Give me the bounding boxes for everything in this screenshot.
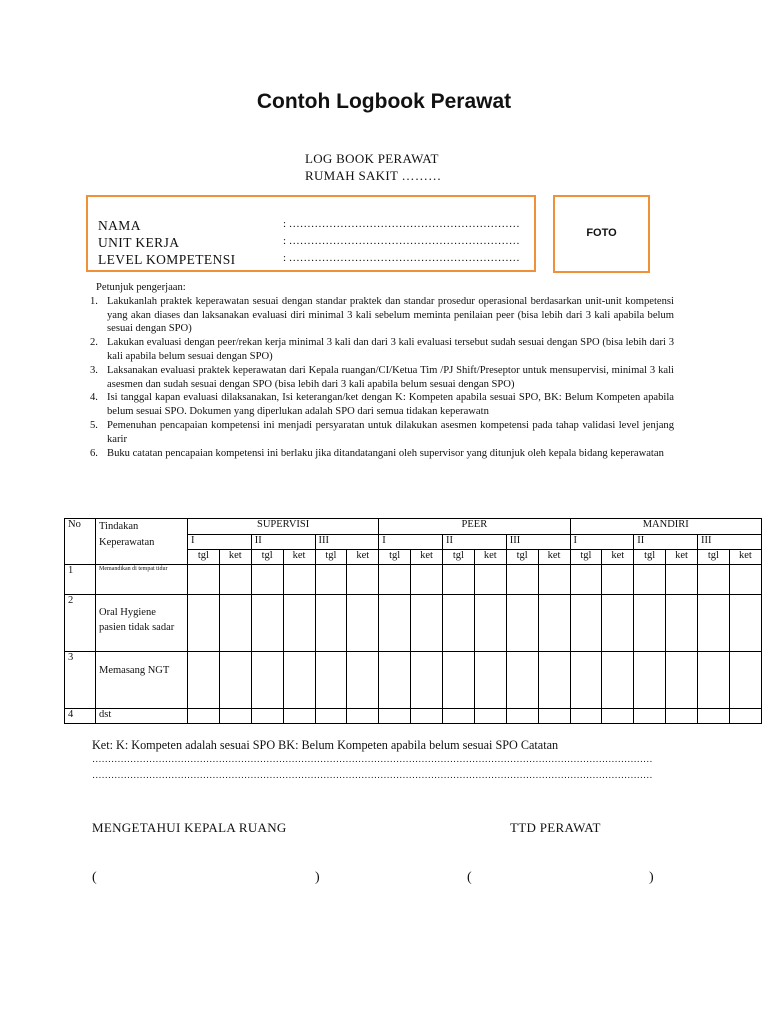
ket-cell[interactable] xyxy=(347,565,379,595)
tgl-cell[interactable] xyxy=(570,595,602,652)
tgl-cell[interactable] xyxy=(634,565,666,595)
ket-cell[interactable] xyxy=(474,565,506,595)
tgl-cell[interactable] xyxy=(379,709,411,724)
ket-cell[interactable] xyxy=(347,595,379,652)
ket-cell[interactable] xyxy=(219,565,251,595)
tgl-cell[interactable] xyxy=(570,652,602,709)
ket-cell[interactable] xyxy=(666,595,698,652)
tgl-cell[interactable] xyxy=(251,709,283,724)
ket-cell[interactable] xyxy=(474,709,506,724)
tgl-header: tgl xyxy=(379,550,411,565)
row-tindakan: Memasang NGT xyxy=(96,652,188,709)
ket-header: ket xyxy=(347,550,379,565)
roman-header: III xyxy=(315,535,379,550)
photo-label: FOTO xyxy=(586,227,617,239)
tgl-cell[interactable] xyxy=(379,652,411,709)
ket-header: ket xyxy=(729,550,761,565)
photo-box[interactable] xyxy=(553,195,650,273)
ket-cell[interactable] xyxy=(347,709,379,724)
roman-header: II xyxy=(251,535,315,550)
roman-header: II xyxy=(443,535,507,550)
instruction-item: 3. Laksanakan evaluasi praktek keperawatan dari Kepala ruangan/CI/Ketua Tim /PJ Shift/Preseptor untuk mensupervisi, minimal 3 kali asesmen dan sudah sesuai dengan SPO (bisa lebih dari 3 kali apabila belum sesuai dengan SPO) xyxy=(90,364,674,390)
instruction-item: 1. Lakukanlah praktek keperawatan sesuai dengan standar praktek dan standar prosedur operasional berdasarkan unit-unit kompetensi yang akan diases dan laksanakan evaluasi diri minimal 3 kali sebelum meminta penilaian peer (bisa lebih dari 3 kali apabila belum sesuai dengan SPO) xyxy=(90,295,674,335)
ket-cell[interactable] xyxy=(729,595,761,652)
hospital-heading: RUMAH SAKIT ……… xyxy=(305,168,442,183)
tgl-cell[interactable] xyxy=(315,652,347,709)
ket-header: ket xyxy=(602,550,634,565)
tgl-cell[interactable] xyxy=(188,595,220,652)
tgl-cell[interactable] xyxy=(570,709,602,724)
tgl-cell[interactable] xyxy=(506,595,538,652)
ket-header: ket xyxy=(283,550,315,565)
ket-cell[interactable] xyxy=(538,652,570,709)
row-tindakan: dst xyxy=(96,709,188,724)
tgl-cell[interactable] xyxy=(315,709,347,724)
tgl-cell[interactable] xyxy=(570,565,602,595)
tgl-cell[interactable] xyxy=(315,565,347,595)
row-number: 2 xyxy=(65,595,96,652)
perawat-signature-open: ( xyxy=(467,870,472,885)
tgl-cell[interactable] xyxy=(443,595,475,652)
tgl-cell[interactable] xyxy=(251,652,283,709)
nama-row xyxy=(98,218,520,234)
group-header: MANDIRI xyxy=(570,519,762,535)
catatan-line-1[interactable]: …………………………………………………………………………………………………………………………………………………………… xyxy=(92,755,653,765)
ket-cell[interactable] xyxy=(538,595,570,652)
roman-header: III xyxy=(506,535,570,550)
ket-header: ket xyxy=(538,550,570,565)
tgl-cell[interactable] xyxy=(698,565,730,595)
ket-cell[interactable] xyxy=(538,709,570,724)
ket-cell[interactable] xyxy=(538,565,570,595)
tgl-cell[interactable] xyxy=(251,595,283,652)
row-tindakan: Oral Hygiene pasien tidak sadar xyxy=(96,595,188,652)
ket-cell[interactable] xyxy=(219,709,251,724)
ket-cell[interactable] xyxy=(602,565,634,595)
table-row xyxy=(65,595,762,652)
level-kompetensi-row xyxy=(98,252,520,268)
ket-cell[interactable] xyxy=(411,565,443,595)
logbook-table xyxy=(64,518,762,724)
ket-cell[interactable] xyxy=(219,652,251,709)
tgl-cell[interactable] xyxy=(443,652,475,709)
tgl-cell[interactable] xyxy=(251,565,283,595)
ket-cell[interactable] xyxy=(411,709,443,724)
level-kompetensi-label: LEVEL KOMPETENSI xyxy=(98,252,236,267)
ket-cell[interactable] xyxy=(729,565,761,595)
col-no-header: No xyxy=(65,519,96,565)
ket-cell[interactable] xyxy=(219,595,251,652)
ket-cell[interactable] xyxy=(283,565,315,595)
unit-kerja-row xyxy=(98,235,520,251)
group-header: PEER xyxy=(379,519,570,535)
tgl-cell[interactable] xyxy=(698,652,730,709)
row-tindakan: Memandikan di tempat tidur xyxy=(96,565,188,595)
roman-header: II xyxy=(634,535,698,550)
ket-header: ket xyxy=(219,550,251,565)
tgl-cell[interactable] xyxy=(698,595,730,652)
roman-header: III xyxy=(698,535,762,550)
ket-cell[interactable] xyxy=(283,595,315,652)
tgl-cell[interactable] xyxy=(188,652,220,709)
level-kompetensi-field[interactable]: : ……………………………………………………… xyxy=(283,252,520,264)
ket-note: Ket: K: Kompeten adalah sesuai SPO BK: Belum Kompeten apabila belum sesuai SPO Catatan xyxy=(92,738,559,752)
tgl-cell[interactable] xyxy=(506,709,538,724)
ket-cell[interactable] xyxy=(666,652,698,709)
row-number: 3 xyxy=(65,652,96,709)
ttd-perawat-label: TTD PERAWAT xyxy=(510,820,601,835)
ket-cell[interactable] xyxy=(411,595,443,652)
instruction-item: 2. Lakukan evaluasi dengan peer/rekan kerja minimal 3 kali dan dari 3 kali evaluasi tersebut sudah sesuai dengan SPO (bisa lebih dari 3 kali apabila belum sesuai dengan SPO) xyxy=(90,337,674,362)
kepala-ruang-label: MENGETAHUI KEPALA RUANG xyxy=(92,820,287,835)
catatan-line-2[interactable]: …………………………………………………………………………………………………………………………………………………………… xyxy=(92,771,653,781)
table-row xyxy=(65,709,762,724)
roman-header: I xyxy=(570,535,634,550)
tgl-cell[interactable] xyxy=(506,652,538,709)
tgl-header: tgl xyxy=(188,550,220,565)
table-row xyxy=(65,565,762,595)
ket-cell[interactable] xyxy=(283,652,315,709)
tgl-cell[interactable] xyxy=(379,565,411,595)
tgl-header: tgl xyxy=(506,550,538,565)
tgl-header: tgl xyxy=(315,550,347,565)
ket-cell[interactable] xyxy=(347,652,379,709)
table-row xyxy=(65,652,762,709)
page-title: Contoh Logbook Perawat xyxy=(256,90,512,113)
ket-header: ket xyxy=(474,550,506,565)
tgl-header: tgl xyxy=(251,550,283,565)
instruction-item: 4. Isi tanggal kapan evaluasi dilaksanakan, Isi keterangan/ket dengan K: Kompeten apabila sesuai SPO, BK: Belum Kompeten apabila belum sesuai SPO. Dokumen yang diperlukan adalah SPO dari semua tidakan keperawatn xyxy=(90,392,674,418)
nama-label: NAMA xyxy=(98,218,141,233)
instruction-item: 5. Pemenuhan pencapaian kompetensi ini menjadi persyaratan untuk dilakukan asesmen kompetensi pada tahap validasi level jenjang karir xyxy=(90,419,674,445)
ket-header: ket xyxy=(666,550,698,565)
ket-cell[interactable] xyxy=(411,652,443,709)
tgl-cell[interactable] xyxy=(506,565,538,595)
tgl-cell[interactable] xyxy=(443,709,475,724)
tgl-cell[interactable] xyxy=(315,595,347,652)
unit-kerja-field[interactable]: : ……………………………………………………… xyxy=(283,235,520,247)
kepala-ruang-signature-close: ) xyxy=(315,870,320,885)
instructions xyxy=(90,281,674,460)
tgl-cell[interactable] xyxy=(634,652,666,709)
tgl-cell[interactable] xyxy=(698,709,730,724)
tgl-header: tgl xyxy=(570,550,602,565)
ket-cell[interactable] xyxy=(602,595,634,652)
ket-header: ket xyxy=(411,550,443,565)
instructions-list xyxy=(90,295,674,461)
roman-header: I xyxy=(379,535,443,550)
tgl-cell[interactable] xyxy=(634,595,666,652)
tgl-cell[interactable] xyxy=(443,565,475,595)
ket-cell[interactable] xyxy=(666,709,698,724)
tgl-header: tgl xyxy=(698,550,730,565)
ket-cell[interactable] xyxy=(602,652,634,709)
unit-kerja-label: UNIT KERJA xyxy=(98,235,180,250)
ket-cell[interactable] xyxy=(602,709,634,724)
tgl-cell[interactable] xyxy=(188,709,220,724)
ket-cell[interactable] xyxy=(283,709,315,724)
ket-cell[interactable] xyxy=(474,595,506,652)
instructions-heading: Petunjuk pengerjaan: xyxy=(96,282,186,293)
row-number: 4 xyxy=(65,709,96,724)
tgl-cell[interactable] xyxy=(634,709,666,724)
logbook-heading: LOG BOOK PERAWAT xyxy=(305,151,439,166)
nama-field[interactable]: : ……………………………………………………… xyxy=(283,218,520,230)
roman-header: I xyxy=(188,535,252,550)
tgl-header: tgl xyxy=(634,550,666,565)
col-tindakan-header: Tindakan Keperawatan xyxy=(96,519,188,565)
ket-cell[interactable] xyxy=(474,652,506,709)
instruction-item: 6. Buku catatan pencapaian kompetensi ini berlaku jika ditandatangani oleh supervisor yang ditunjuk oleh kepala bidang keperawatan xyxy=(90,447,664,459)
perawat-signature-close: ) xyxy=(649,870,654,885)
tgl-header: tgl xyxy=(443,550,475,565)
group-header: SUPERVISI xyxy=(188,519,379,535)
ket-cell[interactable] xyxy=(666,565,698,595)
row-number: 1 xyxy=(65,565,96,595)
identity-box xyxy=(86,195,536,272)
kepala-ruang-signature-open: ( xyxy=(92,870,97,885)
ket-cell[interactable] xyxy=(729,709,761,724)
ket-cell[interactable] xyxy=(729,652,761,709)
tgl-cell[interactable] xyxy=(379,595,411,652)
tgl-cell[interactable] xyxy=(188,565,220,595)
